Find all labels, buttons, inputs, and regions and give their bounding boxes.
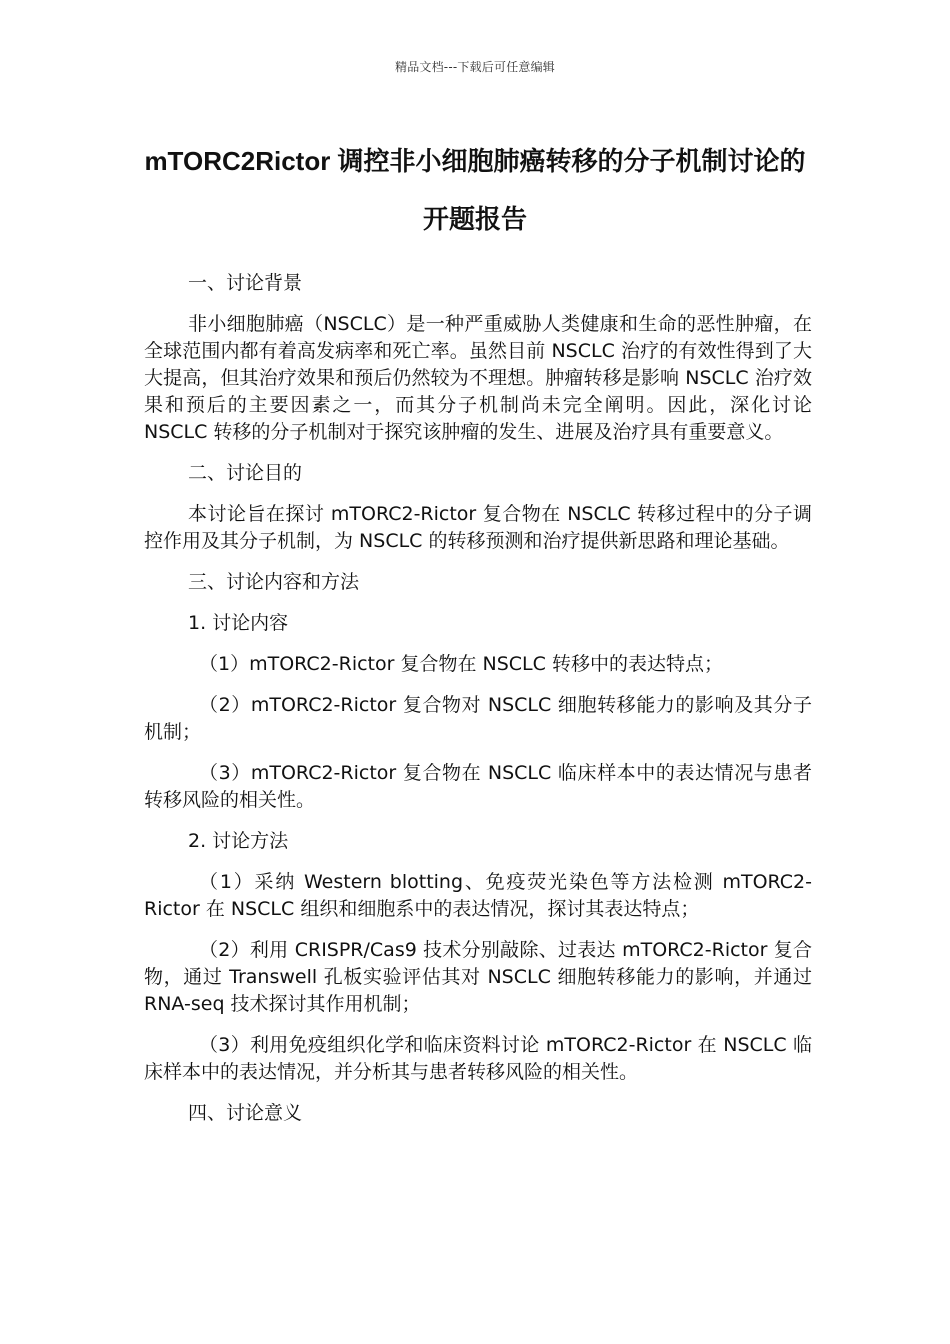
section-3-1-item-2: （2）mTORC2-Rictor 复合物对 NSCLC 细胞转移能力的影响及其分子机制；: [144, 694, 812, 743]
header-note: 精品文档---下载后可任意编辑: [395, 60, 555, 74]
section-2-heading: 二、讨论目的: [188, 462, 303, 484]
section-1-heading: 一、讨论背景: [188, 272, 303, 294]
section-2-paragraph: 本讨论旨在探讨 mTORC2-Rictor 复合物在 NSCLC 转移过程中的分子调控作用及其分子机制，为 NSCLC 的转移预测和治疗提供新思路和理论基础。: [144, 503, 812, 552]
section-3-2-item-3: （3）利用免疫组织化学和临床资料讨论 mTORC2-Rictor 在 NSCLC 临床样本中的表达情况，并分析其与患者转移风险的相关性。: [144, 1034, 812, 1083]
section-3-1-heading: 1. 讨论内容: [188, 612, 289, 634]
section-3-heading: 三、讨论内容和方法: [188, 571, 360, 593]
document-body: [144, 270, 812, 1141]
section-3-1-item-1: （1）mTORC2-Rictor 复合物在 NSCLC 转移中的表达特点；: [199, 653, 723, 675]
section-3-2-item-1: （1）采纳 Western blotting、免疫荧光染色等方法检测 mTORC2-Rictor 在 NSCLC 组织和细胞系中的表达情况，探讨其表达特点；: [144, 871, 812, 920]
document-title: mTORC2Rictor 调控非小细胞肺癌转移的分子机制讨论的开题报告: [144, 146, 806, 234]
section-4-heading: 四、讨论意义: [188, 1102, 303, 1124]
section-1-paragraph: 非小细胞肺癌（NSCLC）是一种严重威胁人类健康和生命的恶性肿瘤，在全球范围内都有着高发病率和死亡率。虽然目前 NSCLC 治疗的有效性得到了大大提高，但其治疗效果和预后仍然较为不理想。肿瘤转移是影响 NSCLC 治疗效果和预后的主要因素之一，而其分子机制尚未完全阐明。因此，深化讨论 NSCLC 转移的分子机制对于探究该肿瘤的发生、进展及治疗具有重要意义。: [144, 313, 812, 443]
section-3-2-item-2: （2）利用 CRISPR/Cas9 技术分别敲除、过表达 mTORC2-Rictor 复合物，通过 Transwell 孔板实验评估其对 NSCLC 细胞转移能力的影响，并通过 RNA-seq 技术探讨其作用机制；: [144, 939, 812, 1015]
section-3-2-heading: 2. 讨论方法: [188, 830, 289, 852]
section-3-1-item-3: （3）mTORC2-Rictor 复合物在 NSCLC 临床样本中的表达情况与患者转移风险的相关性。: [144, 762, 812, 811]
